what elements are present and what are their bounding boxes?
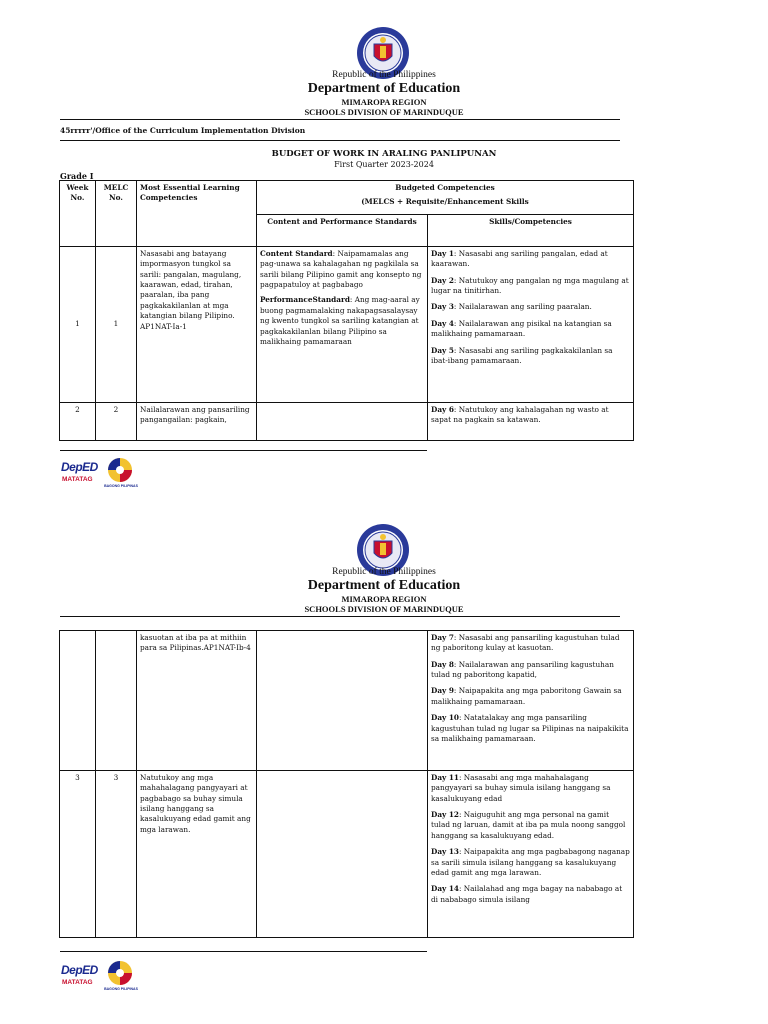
division-label: SCHOOLS DIVISION OF MARINDUQUE xyxy=(304,107,464,117)
bagong-pilipinas-icon xyxy=(104,456,136,484)
day-label: Day 14 xyxy=(431,884,459,894)
deped-logo-text: DepED xyxy=(61,460,98,474)
republic-label: Republic of the Philippines xyxy=(332,70,436,80)
day-label: Day 6 xyxy=(431,405,454,414)
day-label: Day 5 xyxy=(431,345,454,355)
competency-cell: Nailalarawan ang pansariling pangangailan: pagkain, xyxy=(137,403,257,441)
day-text: : Nasasabi ang sariling pangalan, edad at kaarawan. xyxy=(431,249,608,269)
day-label: Day 3 xyxy=(431,302,454,312)
day-text: : Nailalarawan ang sariling paaralan. xyxy=(453,302,592,312)
day-text: : Natutukoy ang pangalan ng mga magulang at lugar na tinitirhan. xyxy=(431,275,629,296)
document-subtitle: First Quarter 2023-2024 xyxy=(334,160,434,169)
day-label: Day 13 xyxy=(431,847,459,857)
skills-cell xyxy=(428,403,634,441)
skills-cell xyxy=(428,247,634,403)
header-melc-competencies: Most Essential Learning Competencies xyxy=(137,181,257,247)
document-title: BUDGET OF WORK IN ARALING PANLIPUNAN xyxy=(271,149,497,159)
table-row xyxy=(60,771,634,938)
melc-cell: 2 xyxy=(96,403,137,441)
skills-cell xyxy=(428,771,634,938)
deped-matatag-logo xyxy=(61,959,101,995)
day-text: : Naipapakita ang mga paboritong Gawain sa malikhaing pamamaraan. xyxy=(431,686,622,706)
day-text: : Nasasabi ang mga mahahalagang pangyayari sa buhay simula isilang hanggang sa kasalukuyang edad xyxy=(431,773,611,803)
melc-cell: 3 xyxy=(96,771,137,938)
week-cell: 2 xyxy=(60,403,96,441)
header-budgeted-sub: (MELCS + Requisite/Enhancement Skills xyxy=(361,197,529,207)
day-text: : Nailalarawan ang pisikal na katangian sa malikhaing pamamaraan. xyxy=(431,318,612,339)
header-budgeted-title: Budgeted Competencies xyxy=(395,183,495,192)
deped-logo-text: DepED xyxy=(61,963,98,977)
day-text: : Nailalarawan ang pansariling kagustuhan tulad ng paboritong kapatid, xyxy=(431,659,614,680)
grade-label: Grade I xyxy=(60,171,94,181)
table-row xyxy=(60,247,634,403)
table-row xyxy=(60,403,634,441)
day-label: Day 7 xyxy=(431,633,454,642)
competency-cell: Nasasabi ang batayang impormasyon tungkol sa sarili: pangalan, magulang, kaarawan, edad, tirahan, paaralan, iba pang pagkakakilanlan at mga katangian bilang Pilipino. AP1NAT-Ia-1 xyxy=(137,247,257,403)
day-label: Day 8 xyxy=(431,659,454,669)
competency-cell: Natutukoy ang mga mahahalagang pangyayari at pagbabago sa buhay simula isilang hanggang sa kasalukuyang edad gamit ang mga larawan. xyxy=(137,771,257,938)
day-text: : Nasasabi ang pansariling kagustuhan tulad ng paboritong kulay at kasuotan. xyxy=(431,633,620,653)
table-row xyxy=(60,631,634,771)
department-title: Department of Education xyxy=(307,81,461,96)
header-divider xyxy=(60,119,620,120)
bagong-pilipinas-text: BAGONG PILIPINAS xyxy=(104,484,138,488)
performance-standard-text: : Ang mag-aaral ay buong pagmamalaking nakapagsasalaysay ng kwento tungkol sa sariling katangian at pagkakakilanlan bilang Pilipino sa malikhaing pamamaraan xyxy=(260,295,420,346)
budget-table xyxy=(59,180,634,441)
header-skills: Skills/Competencies xyxy=(428,215,634,247)
day-text: : Nasasabi ang sariling pagkakakilanlan sa ibat-ibang pamamaraan. xyxy=(431,345,613,365)
footer-divider xyxy=(60,951,427,952)
competency-cell: kasuotan at iba pa at mithiin para sa Pilipinas.AP1NAT-Ib-4 xyxy=(137,631,257,771)
day-label: Day 2 xyxy=(431,275,454,285)
day-text: : Naiguguhit ang mga personal na gamit tulad ng laruan, damit at iba pa mula noong sanggol hanggang sa kasalukuyang edad. xyxy=(431,810,626,840)
matatag-logo-text: MATATAG xyxy=(62,979,93,986)
header-week: Week No. xyxy=(60,181,96,247)
week-cell: 3 xyxy=(60,771,96,938)
division-label: SCHOOLS DIVISION OF MARINDUQUE xyxy=(304,604,464,614)
day-text: : Naipapakita ang mga pagbabagong naganap sa sarili simula isilang hanggang sa kasalukuyang edad gamit ang mga larawan. xyxy=(431,847,630,877)
day-label: Day 9 xyxy=(431,686,454,696)
department-title: Department of Education xyxy=(307,578,461,593)
performance-standard-label: PerformanceStandard xyxy=(260,295,350,305)
melc-cell xyxy=(96,631,137,771)
footer-divider xyxy=(60,450,427,451)
page-1 xyxy=(0,0,768,497)
region-label: MIMAROPA REGION xyxy=(341,594,427,604)
matatag-logo-text: MATATAG xyxy=(62,476,93,483)
bagong-pilipinas-text: BAGONG PILIPINAS xyxy=(104,987,138,991)
day-label: Day 12 xyxy=(431,810,459,820)
bagong-pilipinas-logo xyxy=(104,456,136,492)
republic-label: Republic of the Philippines xyxy=(332,567,436,577)
bagong-pilipinas-icon xyxy=(104,959,136,987)
office-divider xyxy=(60,140,620,141)
week-cell xyxy=(60,631,96,771)
day-label: Day 4 xyxy=(431,318,454,328)
week-cell: 1 xyxy=(60,247,96,403)
region-label: MIMAROPA REGION xyxy=(341,97,427,107)
header-melc: MELC No. xyxy=(96,181,137,247)
office-line: 45rrrrr'/Office of the Curriculum Implementation Division xyxy=(60,126,306,135)
bagong-pilipinas-logo xyxy=(104,959,136,995)
deped-matatag-logo xyxy=(61,456,101,492)
standards-cell xyxy=(257,247,428,403)
standards-cell xyxy=(257,631,428,771)
content-standard-text: : Naipamamalas ang pag-unawa sa kahalagahan ng pagkilala sa sarili bilang Pilipino gamit ang konsepto ng pagpapatuloy at pagbabago xyxy=(260,249,422,290)
day-text: : Natutukoy ang kahalagahan ng wasto at sapat na pagkain sa katawan. xyxy=(431,405,609,425)
standards-cell xyxy=(257,771,428,938)
melc-cell: 1 xyxy=(96,247,137,403)
day-label: Day 1 xyxy=(431,249,454,258)
header-divider xyxy=(60,616,620,617)
content-standard-label: Content Standard xyxy=(260,249,333,258)
header-content-performance: Content and Performance Standards xyxy=(257,215,428,247)
day-label: Day 11 xyxy=(431,773,459,782)
budget-table-continued xyxy=(59,630,634,938)
day-label: Day 10 xyxy=(431,713,459,723)
header-budgeted xyxy=(257,181,634,215)
skills-cell xyxy=(428,631,634,771)
standards-cell xyxy=(257,403,428,441)
page-2 xyxy=(0,497,768,1024)
day-text: : Nailalahad ang mga bagay na nababago at di nababago simula isilang xyxy=(431,884,623,904)
day-text: : Natatalakay ang mga pansariling kagustuhan tulad ng lugar sa Pilipinas na naipakikita sa malikhaing pamamaraan. xyxy=(431,713,629,743)
